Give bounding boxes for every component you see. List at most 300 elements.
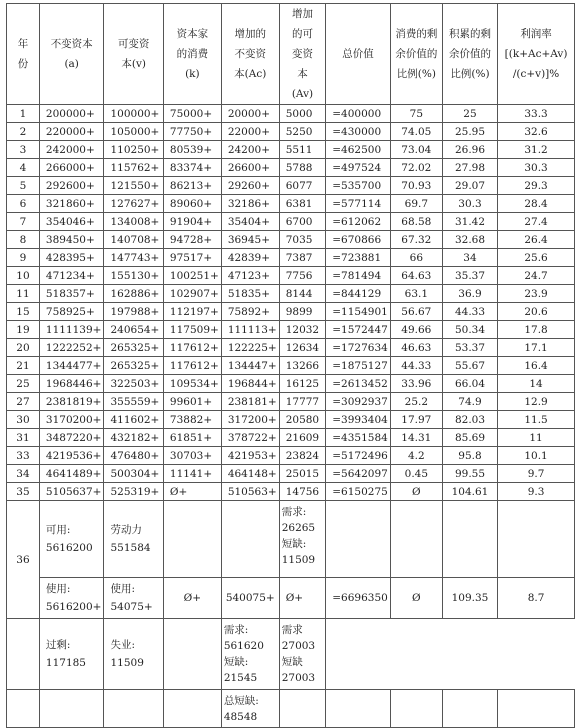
- cell-consumed-surplus-pct: 4.2: [390, 447, 442, 465]
- cell-year: 3: [7, 141, 40, 159]
- cell-total-value: =1572447: [326, 321, 391, 339]
- header-added-variable-capital: [279, 4, 326, 105]
- cell-year: 31: [7, 429, 40, 447]
- total-short-cell: [221, 690, 279, 728]
- cell-year: 6: [7, 195, 40, 213]
- used-labor-cell: [104, 578, 163, 619]
- cell-consumed-surplus-pct: 46.63: [390, 339, 442, 357]
- cell-added-constant-capital: 42839+: [221, 249, 279, 267]
- cell-consumed-surplus-pct: 14.31: [390, 429, 442, 447]
- cell-variable-capital: 355559+: [104, 393, 163, 411]
- cell-constant-capital: 5105637+: [39, 483, 104, 501]
- cell-total-value: =497524: [326, 159, 391, 177]
- cell-year: 9: [7, 249, 40, 267]
- header-variable-capital: [104, 4, 163, 105]
- av2-need-label: 需求: [281, 624, 303, 636]
- cell-year: 5: [7, 177, 40, 195]
- cell-consumed-surplus-pct: 75: [390, 105, 442, 123]
- cell-profit-rate: 24.7: [498, 267, 575, 285]
- cell-added-constant-capital: 35404+: [221, 213, 279, 231]
- labor-value: 551584: [110, 542, 151, 554]
- cell-accumulated-surplus-pct: 50.34: [442, 321, 497, 339]
- document-page: [6, 3, 575, 728]
- cell-total-value: =430000: [326, 123, 391, 141]
- cell-constant-capital: 1344477+: [39, 357, 104, 375]
- table-row: [7, 429, 575, 447]
- cell-constant-capital: 242000+: [39, 141, 104, 159]
- consumed-pct-36-cell: Ø: [390, 578, 442, 619]
- ac-short-label: 短缺:: [223, 656, 249, 668]
- cell-added-variable-capital: 14756: [279, 483, 326, 501]
- cell-profit-rate: 10.1: [498, 447, 575, 465]
- accumulated-pct-36-cell: 109.35: [442, 578, 497, 619]
- cell-added-variable-capital: 6077: [279, 177, 326, 195]
- cell-profit-rate: 17.8: [498, 321, 575, 339]
- cell-accumulated-surplus-pct: 25: [442, 105, 497, 123]
- cell-accumulated-surplus-pct: 99.55: [442, 465, 497, 483]
- cell-added-constant-capital: 378722+: [221, 429, 279, 447]
- labor-label: 劳动力: [110, 524, 142, 536]
- cell-consumed-surplus-pct: 64.63: [390, 267, 442, 285]
- cell-capitalist-consumption: 117612+: [163, 339, 221, 357]
- header-line: 比例(%): [450, 68, 490, 80]
- cell-variable-capital: 115762+: [104, 159, 163, 177]
- av-short-label: 短缺:: [281, 538, 307, 550]
- cell-total-value: =6150275: [326, 483, 391, 501]
- cell-profit-rate: 9.7: [498, 465, 575, 483]
- data-rows: [7, 105, 575, 501]
- cell-variable-capital: 162886+: [104, 285, 163, 303]
- cell-consumed-surplus-pct: 25.2: [390, 393, 442, 411]
- av-need-value: 26265: [281, 522, 316, 534]
- cell-total-value: =1154901: [326, 303, 391, 321]
- cell-added-constant-capital: 111113+: [221, 321, 279, 339]
- cell-capitalist-consumption: 94728+: [163, 231, 221, 249]
- table-row: [7, 321, 575, 339]
- cell-capitalist-consumption: 99601+: [163, 393, 221, 411]
- cell-profit-rate: 23.9: [498, 285, 575, 303]
- cell-added-constant-capital: 510563+: [221, 483, 279, 501]
- av2-short-value: 27003: [281, 672, 316, 684]
- used-capital-cell: [39, 578, 104, 619]
- table-row: [7, 177, 575, 195]
- total-short-label: 总短缺:: [223, 695, 259, 707]
- cell-added-constant-capital: 75892+: [221, 303, 279, 321]
- header-row: [7, 4, 575, 105]
- cell-constant-capital: 428395+: [39, 249, 104, 267]
- cell-profit-rate: 11: [498, 429, 575, 447]
- cell-variable-capital: 476480+: [104, 447, 163, 465]
- cell-added-constant-capital: 317200+: [221, 411, 279, 429]
- cell-added-variable-capital: 5788: [279, 159, 326, 177]
- cell-constant-capital: 518357+: [39, 285, 104, 303]
- cell-variable-capital: 140708+: [104, 231, 163, 249]
- table-row: [7, 375, 575, 393]
- cell-variable-capital: 100000+: [104, 105, 163, 123]
- cell-consumed-surplus-pct: 74.05: [390, 123, 442, 141]
- table-row: [7, 285, 575, 303]
- cell-constant-capital: 3170200+: [39, 411, 104, 429]
- cell-profit-rate: 25.6: [498, 249, 575, 267]
- cell-accumulated-surplus-pct: 34: [442, 249, 497, 267]
- header-line: (Av): [291, 88, 314, 100]
- cell-accumulated-surplus-pct: 35.37: [442, 267, 497, 285]
- cell-added-variable-capital: 9899: [279, 303, 326, 321]
- used-v-value: 54075+: [110, 601, 153, 613]
- cell-total-value: =3092937: [326, 393, 391, 411]
- header-line: (a): [64, 58, 79, 70]
- cell-year: 2: [7, 123, 40, 141]
- cell-year: 30: [7, 411, 40, 429]
- cell-variable-capital: 110250+: [104, 141, 163, 159]
- cell-added-constant-capital: 29260+: [221, 177, 279, 195]
- header-consumed-surplus-pct: [390, 4, 442, 105]
- table-row: [7, 267, 575, 285]
- table-row: [7, 195, 575, 213]
- cell-added-constant-capital: 122225+: [221, 339, 279, 357]
- cell-year: 21: [7, 357, 40, 375]
- cell-consumed-surplus-pct: 0.45: [390, 465, 442, 483]
- cell-accumulated-surplus-pct: 31.42: [442, 213, 497, 231]
- cell-added-variable-capital: 17777: [279, 393, 326, 411]
- year-36-block: [7, 501, 575, 728]
- table-row: [7, 105, 575, 123]
- cell-accumulated-surplus-pct: 44.33: [442, 303, 497, 321]
- cell-profit-rate: 11.5: [498, 411, 575, 429]
- cell-total-value: =670866: [326, 231, 391, 249]
- cell-consumed-surplus-pct: 72.02: [390, 159, 442, 177]
- cell-variable-capital: 155130+: [104, 267, 163, 285]
- header-line: 的消费: [176, 48, 209, 60]
- header-accumulated-surplus-pct: [442, 4, 497, 105]
- cell-profit-rate: 27.4: [498, 213, 575, 231]
- cell-added-variable-capital: 5511: [279, 141, 326, 159]
- cell-year: 25: [7, 375, 40, 393]
- cell-constant-capital: 220000+: [39, 123, 104, 141]
- capital-accumulation-table: [6, 3, 575, 728]
- cell-profit-rate: 17.1: [498, 339, 575, 357]
- cell-consumed-surplus-pct: 67.32: [390, 231, 442, 249]
- av-need-short-cell: [279, 501, 326, 578]
- cell-variable-capital: 127627+: [104, 195, 163, 213]
- header-line: 本(Ac): [234, 68, 267, 80]
- cell-total-value: =535700: [326, 177, 391, 195]
- cell-variable-capital: 105000+: [104, 123, 163, 141]
- total-short-value: 48548: [223, 711, 258, 723]
- cell-capitalist-consumption: 109534+: [163, 375, 221, 393]
- header-line: 余价值的: [448, 48, 491, 60]
- cell-consumed-surplus-pct: Ø: [390, 483, 442, 501]
- header-line: 可变资: [117, 38, 150, 50]
- surplus-label: 过剩:: [45, 639, 71, 651]
- cell-capitalist-consumption: 100251+: [163, 267, 221, 285]
- table-row: [7, 357, 575, 375]
- table-row: [7, 483, 575, 501]
- cell-capitalist-consumption: 73882+: [163, 411, 221, 429]
- header-line: 比例(%): [396, 68, 436, 80]
- cell-year: 4: [7, 159, 40, 177]
- header-year: [7, 4, 40, 105]
- av-36-cell: Ø+: [279, 578, 326, 619]
- cell-capitalist-consumption: Ø+: [163, 483, 221, 501]
- table-row: [7, 231, 575, 249]
- available-capital-cell: [39, 501, 104, 578]
- cell-accumulated-surplus-pct: 36.9: [442, 285, 497, 303]
- cell-capitalist-consumption: 80539+: [163, 141, 221, 159]
- cell-capitalist-consumption: 89060+: [163, 195, 221, 213]
- cell-capitalist-consumption: 11141+: [163, 465, 221, 483]
- cell-accumulated-surplus-pct: 55.67: [442, 357, 497, 375]
- cell-year: 8: [7, 231, 40, 249]
- cell-capitalist-consumption: 117509+: [163, 321, 221, 339]
- ac-36-cell: 540075+: [221, 578, 279, 619]
- header-line: 消费的剩: [395, 28, 438, 40]
- cell-consumed-surplus-pct: 33.96: [390, 375, 442, 393]
- cell-added-constant-capital: 20000+: [221, 105, 279, 123]
- cell-added-constant-capital: 47123+: [221, 267, 279, 285]
- cell-year: 11: [7, 285, 40, 303]
- header-line: 的可: [291, 28, 313, 40]
- cell-constant-capital: 200000+: [39, 105, 104, 123]
- cell-consumed-surplus-pct: 44.33: [390, 357, 442, 375]
- cell-total-value: =5642097: [326, 465, 391, 483]
- cell-accumulated-surplus-pct: 104.61: [442, 483, 497, 501]
- cell-constant-capital: 2381819+: [39, 393, 104, 411]
- table-row: [7, 465, 575, 483]
- cell-accumulated-surplus-pct: 74.9: [442, 393, 497, 411]
- cell-year: 7: [7, 213, 40, 231]
- cell-added-constant-capital: 238181+: [221, 393, 279, 411]
- cell-capitalist-consumption: 61851+: [163, 429, 221, 447]
- table-row: [7, 123, 575, 141]
- cell-accumulated-surplus-pct: 95.8: [442, 447, 497, 465]
- cell-year: 10: [7, 267, 40, 285]
- header-line: 年: [17, 38, 29, 50]
- cell-profit-rate: 9.3: [498, 483, 575, 501]
- header-line: [(k+Ac+Av): [504, 48, 568, 60]
- cell-year: 20: [7, 339, 40, 357]
- cell-variable-capital: 500304+: [104, 465, 163, 483]
- table-row: [7, 303, 575, 321]
- header-line: 总价值: [342, 48, 374, 60]
- profit-36-cell: 8.7: [498, 578, 575, 619]
- cell-consumed-surplus-pct: 66: [390, 249, 442, 267]
- ac-need-label: 需求:: [223, 624, 249, 636]
- av-short-value: 11509: [281, 554, 316, 566]
- cell-capitalist-consumption: 75000+: [163, 105, 221, 123]
- table-row: [7, 411, 575, 429]
- cell-capitalist-consumption: 117612+: [163, 357, 221, 375]
- cell-added-constant-capital: 51835+: [221, 285, 279, 303]
- cell-variable-capital: 432182+: [104, 429, 163, 447]
- cell-added-constant-capital: 196844+: [221, 375, 279, 393]
- cell-added-variable-capital: 12032: [279, 321, 326, 339]
- cell-accumulated-surplus-pct: 25.95: [442, 123, 497, 141]
- cell-consumed-surplus-pct: 69.7: [390, 195, 442, 213]
- total-36-cell: =6696350: [326, 578, 391, 619]
- header-line: 增加: [291, 8, 313, 20]
- k-36-cell: Ø+: [163, 578, 221, 619]
- cell-consumed-surplus-pct: 70.93: [390, 177, 442, 195]
- cell-constant-capital: 3487220+: [39, 429, 104, 447]
- table-row: [7, 447, 575, 465]
- cell-profit-rate: 20.6: [498, 303, 575, 321]
- header-line: 不变资: [234, 48, 266, 60]
- cell-accumulated-surplus-pct: 29.07: [442, 177, 497, 195]
- cell-constant-capital: 321860+: [39, 195, 104, 213]
- cell-consumed-surplus-pct: 17.97: [390, 411, 442, 429]
- cell-consumed-surplus-pct: 56.67: [390, 303, 442, 321]
- cell-accumulated-surplus-pct: 30.3: [442, 195, 497, 213]
- available-value: 5616200: [45, 542, 93, 554]
- cell-year: 19: [7, 321, 40, 339]
- cell-constant-capital: 471234+: [39, 267, 104, 285]
- cell-accumulated-surplus-pct: 27.98: [442, 159, 497, 177]
- cell-variable-capital: 265325+: [104, 339, 163, 357]
- cell-profit-rate: 26.4: [498, 231, 575, 249]
- header-line: 增加的: [234, 28, 266, 40]
- header-profit-rate: [498, 4, 575, 105]
- header-line: 资本家: [176, 28, 209, 40]
- cell-added-variable-capital: 7387: [279, 249, 326, 267]
- cell-total-value: =844129: [326, 285, 391, 303]
- header-capitalist-consumption: [163, 4, 221, 105]
- cell-added-variable-capital: 7035: [279, 231, 326, 249]
- cell-added-variable-capital: 16125: [279, 375, 326, 393]
- table-row: [7, 393, 575, 411]
- cell-capitalist-consumption: 30703+: [163, 447, 221, 465]
- ac-need-short-cell: [221, 619, 279, 690]
- header-line: 份: [17, 58, 29, 70]
- cell-year: 34: [7, 465, 40, 483]
- header-line: /(c+v)]%: [512, 68, 560, 80]
- cell-constant-capital: 4641489+: [39, 465, 104, 483]
- cell-added-constant-capital: 464148+: [221, 465, 279, 483]
- header-line: 本: [297, 68, 308, 80]
- cell-added-variable-capital: 23824: [279, 447, 326, 465]
- header-line: 利润率: [520, 28, 552, 40]
- cell-total-value: =577114: [326, 195, 391, 213]
- cell-capitalist-consumption: 77750+: [163, 123, 221, 141]
- cell-total-value: =1875127: [326, 357, 391, 375]
- cell-capitalist-consumption: 97517+: [163, 249, 221, 267]
- header-total-value: [326, 4, 391, 105]
- cell-variable-capital: 411602+: [104, 411, 163, 429]
- cell-accumulated-surplus-pct: 26.96: [442, 141, 497, 159]
- cell-profit-rate: 29.3: [498, 177, 575, 195]
- surplus-cell: [39, 619, 104, 690]
- av2-short-label: 短缺: [281, 656, 303, 668]
- cell-added-variable-capital: 7756: [279, 267, 326, 285]
- unemployed-value: 11509: [110, 657, 144, 669]
- header-line: 变资: [291, 48, 313, 60]
- cell-added-constant-capital: 36945+: [221, 231, 279, 249]
- surplus-value: 117185: [45, 657, 86, 669]
- cell-added-variable-capital: 13266: [279, 357, 326, 375]
- cell-constant-capital: 354046+: [39, 213, 104, 231]
- table-row: [7, 213, 575, 231]
- cell-year: 15: [7, 303, 40, 321]
- table-row: [7, 159, 575, 177]
- cell-constant-capital: 758925+: [39, 303, 104, 321]
- cell-capitalist-consumption: 102907+: [163, 285, 221, 303]
- cell-capitalist-consumption: 83374+: [163, 159, 221, 177]
- av2-need-value: 27003: [281, 640, 316, 652]
- ac-short-value: 21545: [223, 672, 258, 684]
- unemployed-cell: [104, 619, 163, 690]
- cell-added-variable-capital: 25015: [279, 465, 326, 483]
- cell-added-variable-capital: 21609: [279, 429, 326, 447]
- header-line: (k): [185, 68, 200, 80]
- cell-capitalist-consumption: 91904+: [163, 213, 221, 231]
- av2-need-short-cell: [279, 619, 326, 690]
- cell-total-value: =612062: [326, 213, 391, 231]
- cell-variable-capital: 147743+: [104, 249, 163, 267]
- table-row: [7, 339, 575, 357]
- cell-total-value: =462500: [326, 141, 391, 159]
- cell-profit-rate: 31.2: [498, 141, 575, 159]
- cell-variable-capital: 322503+: [104, 375, 163, 393]
- cell-profit-rate: 12.9: [498, 393, 575, 411]
- header-added-constant-capital: [221, 4, 279, 105]
- cell-total-value: =781494: [326, 267, 391, 285]
- cell-constant-capital: 1968446+: [39, 375, 104, 393]
- table-row: [7, 249, 575, 267]
- cell-year: 27: [7, 393, 40, 411]
- cell-added-variable-capital: 20580: [279, 411, 326, 429]
- cell-capitalist-consumption: 86213+: [163, 177, 221, 195]
- used-v-label: 使用:: [110, 583, 136, 595]
- cell-added-variable-capital: 5000: [279, 105, 326, 123]
- cell-total-value: =5172496: [326, 447, 391, 465]
- year-36-cell: 36: [7, 501, 40, 619]
- cell-accumulated-surplus-pct: 32.68: [442, 231, 497, 249]
- cell-variable-capital: 197988+: [104, 303, 163, 321]
- cell-profit-rate: 30.3: [498, 159, 575, 177]
- cell-constant-capital: 1222252+: [39, 339, 104, 357]
- cell-added-variable-capital: 6700: [279, 213, 326, 231]
- cell-accumulated-surplus-pct: 66.04: [442, 375, 497, 393]
- cell-added-constant-capital: 32186+: [221, 195, 279, 213]
- cell-accumulated-surplus-pct: 53.37: [442, 339, 497, 357]
- cell-total-value: =1727634: [326, 339, 391, 357]
- table-row: [7, 141, 575, 159]
- cell-constant-capital: 266000+: [39, 159, 104, 177]
- cell-added-constant-capital: 421953+: [221, 447, 279, 465]
- header-constant-capital: [39, 4, 104, 105]
- cell-added-variable-capital: 6381: [279, 195, 326, 213]
- header-line: 余价值的: [395, 48, 438, 60]
- cell-total-value: =3993404: [326, 411, 391, 429]
- cell-added-constant-capital: 134447+: [221, 357, 279, 375]
- header-line: 积累的剩: [448, 28, 491, 40]
- header-line: 本(v): [121, 58, 146, 70]
- cell-consumed-surplus-pct: 49.66: [390, 321, 442, 339]
- unemployed-label: 失业:: [110, 639, 136, 651]
- cell-variable-capital: 121550+: [104, 177, 163, 195]
- cell-added-constant-capital: 26600+: [221, 159, 279, 177]
- cell-profit-rate: 14: [498, 375, 575, 393]
- cell-constant-capital: 389450+: [39, 231, 104, 249]
- used-label: 使用:: [45, 583, 71, 595]
- cell-profit-rate: 33.3: [498, 105, 575, 123]
- cell-capitalist-consumption: 112197+: [163, 303, 221, 321]
- cell-profit-rate: 32.6: [498, 123, 575, 141]
- cell-variable-capital: 134008+: [104, 213, 163, 231]
- cell-accumulated-surplus-pct: 85.69: [442, 429, 497, 447]
- cell-profit-rate: 28.4: [498, 195, 575, 213]
- cell-variable-capital: 525319+: [104, 483, 163, 501]
